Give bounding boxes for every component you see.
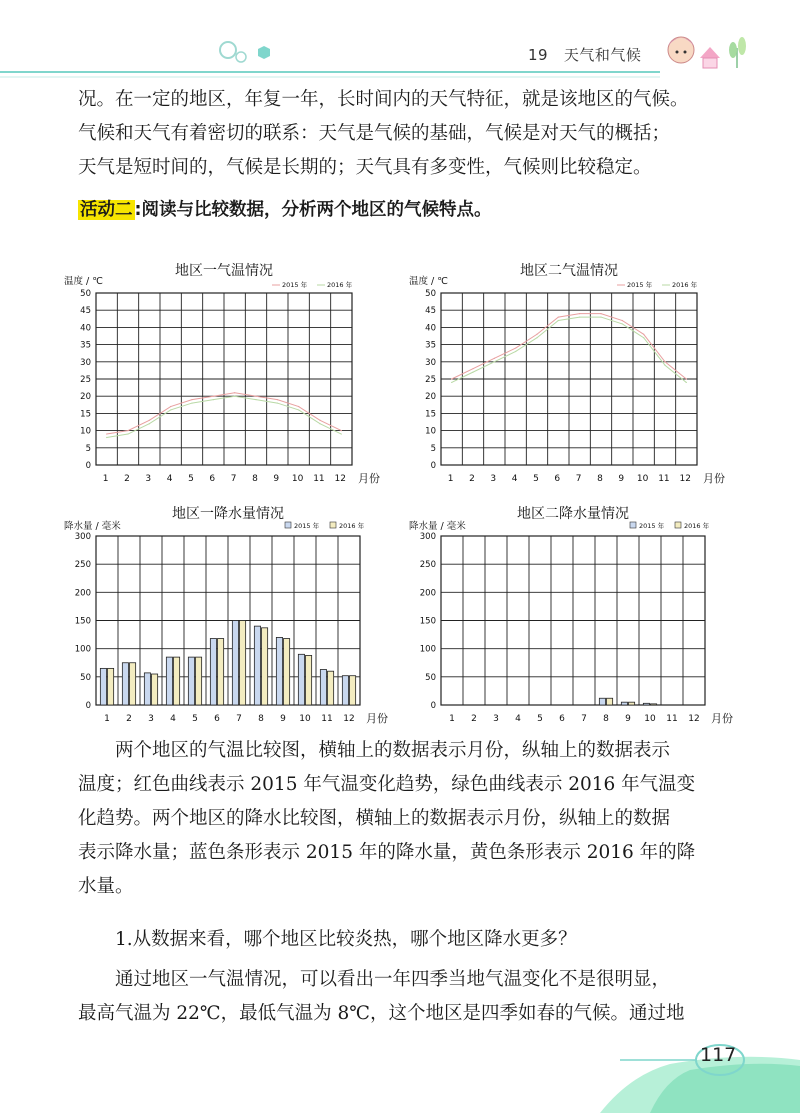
y-tick-label: 250 [419,560,436,571]
chart-title: 地区一气温情况 [175,263,273,279]
data-point [451,382,452,383]
plant-icon [729,37,746,68]
data-point [277,402,278,403]
legend-label: 2015 年 [282,281,308,289]
bar [122,663,128,705]
x-tick-label: 4 [166,474,173,484]
activity-text: :阅读与比较数据，分析两个地区的气候特点。 [134,200,492,220]
y-tick-label: 20 [425,392,436,403]
data-point [579,316,580,317]
y-tick-label: 100 [74,644,91,655]
data-point [255,396,256,397]
legend-label: 2016 年 [339,522,365,530]
x-tick-label: 8 [252,474,258,484]
data-point [494,358,495,359]
x-tick-label: 12 [679,474,691,484]
x-tick-label: 9 [618,474,625,484]
data-point [234,396,235,397]
bar [152,674,158,705]
data-point [191,402,192,403]
x-tick-label: 7 [575,474,582,484]
chapter-number: 19 [528,46,549,64]
y-tick-label: 100 [419,644,436,655]
data-point [127,433,128,434]
page-number: 117 [700,1044,737,1066]
y-tick-label: 25 [425,375,436,385]
x-tick-label: 7 [230,474,237,484]
bar [629,702,635,705]
x-tick-label: 5 [188,474,194,484]
x-tick-label: 6 [554,474,561,484]
chapter-heading [528,44,641,65]
bar [254,626,260,705]
x-tick-label: 11 [658,474,670,484]
y-tick-label: 40 [425,323,436,334]
header-decoration [0,0,800,80]
legend-swatch [630,522,636,528]
y-tick-label: 50 [80,672,91,683]
y-tick-label: 300 [74,532,91,542]
x-tick-label: 7 [581,714,587,724]
y-tick-label: 30 [425,357,436,368]
x-tick-label: 1 [104,714,110,724]
x-tick-label: 10 [644,714,656,724]
y-tick-label: 40 [80,323,91,334]
x-axis-label: 月份 [358,472,380,485]
bar [262,628,268,705]
activity-label: 活动二 [80,200,133,220]
body-line: 表示降水量；蓝色条形表示 2015 年的降水量，黄色条形表示 2016 年的降 [78,842,696,863]
body-line: 天气是短时间的，气候是长期的；天气具有多变性，气候则比较稳定。 [78,157,652,178]
x-tick-label: 2 [126,714,132,724]
bar [232,621,238,706]
cartoon-girl-icon [668,37,694,63]
y-tick-label: 200 [74,588,91,599]
data-point [170,406,171,407]
bar [196,657,202,705]
data-point [643,334,644,335]
y-tick-label: 0 [85,701,91,711]
x-tick-label: 5 [192,714,198,724]
x-tick-label: 4 [515,714,521,724]
precipitation-chart-region-1 [60,498,395,728]
data-point [664,361,665,362]
body-line: 况。在一定的地区，年复一年，长时间内的天气特征，就是该地区的气候。 [78,89,689,110]
y-axis-label: 温度 / ℃ [64,276,103,287]
data-point [664,365,665,366]
legend-swatch [675,522,681,528]
temperature-chart-region-2 [405,255,735,490]
x-tick-label: 1 [447,474,454,484]
x-tick-label: 11 [321,714,333,724]
x-tick-label: 7 [236,714,242,724]
y-tick-label: 200 [419,588,436,599]
data-point [494,361,495,362]
body-line: 水量。 [78,876,134,897]
legend-label: 2015 年 [294,522,320,530]
data-point [298,406,299,407]
data-point [341,433,342,434]
body-line: 温度；红色曲线表示 2015 年气温变化趋势，绿色曲线表示 2016 年气温变 [78,774,696,795]
bar [108,668,114,705]
hexagon-icon [258,46,270,59]
bar [218,639,224,705]
y-tick-label: 50 [80,289,91,299]
x-tick-label: 3 [145,474,152,484]
chart-title: 地区一降水量情况 [172,506,284,522]
data-point [622,323,623,324]
data-point [515,351,516,352]
y-axis-label: 降水量 / 毫米 [64,521,121,532]
y-tick-label: 50 [425,672,436,683]
data-point [558,320,559,321]
body-line: 气候和天气有着密切的联系：天气是气候的基础，气候是对天气的概括； [78,123,671,144]
x-tick-label: 4 [170,714,176,724]
legend-label: 2015 年 [639,522,665,530]
data-point [686,378,687,379]
y-tick-label: 10 [80,426,91,437]
y-tick-label: 15 [80,409,91,420]
x-axis-label: 月份 [703,472,725,485]
footer-decoration [560,1030,800,1113]
y-tick-label: 5 [85,443,91,454]
x-tick-label: 6 [209,474,216,484]
y-tick-label: 35 [80,340,91,351]
data-point [255,399,256,400]
data-point [536,337,537,338]
x-tick-label: 1 [449,714,455,724]
x-tick-label: 8 [603,714,609,724]
data-point [600,313,601,314]
body-line: 化趋势。两个地区的降水比较图，横轴上的数据表示月份，纵轴上的数据 [78,808,671,829]
x-tick-label: 12 [688,714,700,724]
data-point [515,347,516,348]
legend-swatch [330,522,336,528]
bar [188,657,194,705]
data-point [191,399,192,400]
data-point [277,399,278,400]
data-point [319,420,320,421]
bar [306,655,312,705]
bar [599,698,605,705]
precipitation-chart-region-2 [405,498,740,728]
bubble-icon [220,42,236,58]
y-tick-label: 250 [74,560,91,571]
data-point [127,430,128,431]
bar [284,639,290,705]
x-tick-label: 6 [559,714,565,724]
data-point [106,433,107,434]
x-tick-label: 2 [124,474,130,484]
y-axis-label: 降水量 / 毫米 [409,521,466,532]
bar [651,704,657,705]
y-tick-label: 150 [74,616,91,627]
y-tick-label: 25 [80,375,91,385]
data-point [213,396,214,397]
data-point [686,382,687,383]
y-tick-label: 5 [430,443,436,454]
question-line: 1.从数据来看，哪个地区比较炎热，哪个地区降水更多？ [115,929,577,950]
x-axis-label: 月份 [711,712,733,725]
x-tick-label: 1 [102,474,109,484]
chart-title: 地区二降水量情况 [517,506,629,522]
y-tick-label: 10 [425,426,436,437]
x-tick-label: 10 [299,714,311,724]
bar [130,663,136,705]
temperature-chart-region-1 [60,255,390,490]
bar [174,657,180,705]
data-point [213,399,214,400]
y-tick-label: 0 [85,461,91,471]
x-tick-label: 3 [148,714,154,724]
bar [320,670,326,705]
data-point [319,423,320,424]
body-line: 最高气温为 22℃，最低气温为 8℃，这个地区是四季如春的气候。通过地 [78,1003,685,1024]
x-tick-label: 9 [273,474,280,484]
y-tick-label: 45 [80,306,91,317]
bar [210,639,216,705]
bar [276,637,282,705]
data-point [622,320,623,321]
x-tick-label: 9 [625,714,631,724]
data-point [149,423,150,424]
bar [100,668,106,705]
data-point [106,437,107,438]
legend-label: 2016 年 [327,281,353,289]
x-tick-label: 8 [258,714,264,724]
y-tick-label: 0 [430,461,436,471]
x-tick-label: 11 [313,474,325,484]
data-point [600,316,601,317]
x-tick-label: 6 [214,714,220,724]
bar [328,671,334,705]
x-tick-label: 12 [343,714,355,724]
data-point [298,409,299,410]
bar [298,654,304,705]
x-tick-label: 11 [666,714,678,724]
y-tick-label: 150 [419,616,436,627]
x-tick-label: 8 [597,474,603,484]
y-tick-label: 300 [419,532,436,542]
x-tick-label: 3 [490,474,497,484]
x-tick-label: 12 [334,474,346,484]
legend-label: 2015 年 [627,281,653,289]
data-point [472,372,473,373]
y-tick-label: 20 [80,392,91,403]
x-tick-label: 10 [636,474,649,484]
bar [166,657,172,705]
x-tick-label: 2 [471,714,477,724]
bubble-icon [236,52,246,62]
y-tick-label: 30 [80,357,91,368]
x-tick-label: 2 [469,474,475,484]
body-line: 通过地区一气温情况，可以看出一年四季当地气温变化不是很明显， [115,969,671,990]
y-tick-label: 45 [425,306,436,317]
x-tick-label: 9 [280,714,286,724]
bar [643,703,649,705]
data-point [558,316,559,317]
bar [342,676,348,705]
data-point [170,409,171,410]
data-point [579,313,580,314]
data-point [451,378,452,379]
y-tick-label: 35 [425,340,436,351]
legend-label: 2016 年 [672,281,698,289]
y-tick-label: 50 [425,289,436,299]
data-point [341,430,342,431]
data-point [643,337,644,338]
bar [621,702,627,705]
body-line: 两个地区的气温比较图，横轴上的数据表示月份，纵轴上的数据表示 [115,740,671,761]
x-tick-label: 4 [511,474,518,484]
bar [350,676,356,705]
house-icon [700,47,720,68]
data-point [536,334,537,335]
data-point [234,392,235,393]
data-point [149,420,150,421]
legend-label: 2016 年 [684,522,710,530]
chapter-title: 天气和气候 [563,46,642,64]
x-tick-label: 5 [533,474,539,484]
y-axis-label: 温度 / ℃ [409,276,448,287]
legend-swatch [285,522,291,528]
y-tick-label: 15 [425,409,436,420]
activity-heading [78,196,492,221]
bar [607,698,613,705]
y-tick-label: 0 [430,701,436,711]
x-axis-label: 月份 [366,712,388,725]
x-tick-label: 5 [537,714,543,724]
bar [144,673,150,705]
x-tick-label: 3 [493,714,499,724]
data-point [472,368,473,369]
chart-title: 地区二气温情况 [520,263,618,279]
bar [240,621,246,706]
x-tick-label: 10 [291,474,304,484]
